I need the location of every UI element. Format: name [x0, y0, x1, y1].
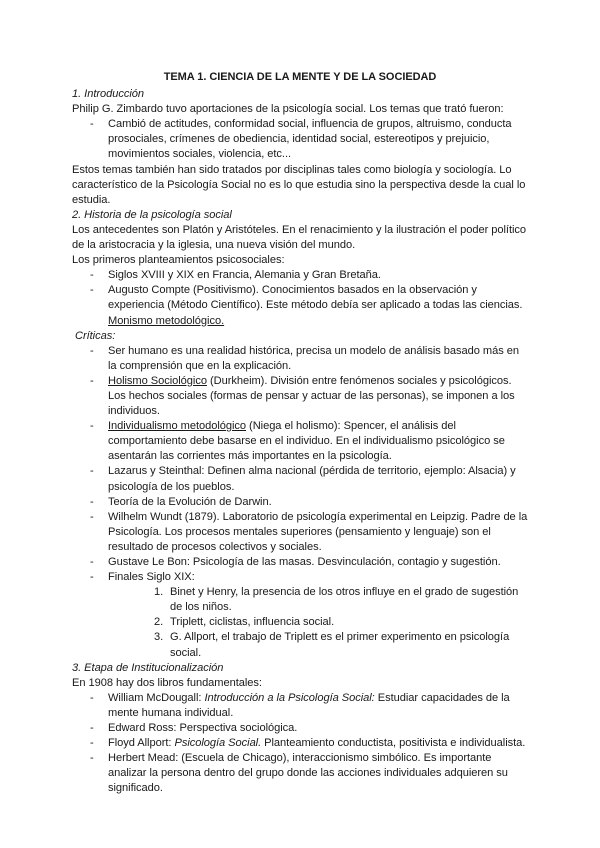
numbered-item — [108, 630, 528, 660]
item-number: 2. — [154, 616, 164, 629]
paragraph: Los antecedentes son Platón y Aristóteles. En el renacimiento y la ilustración el poder político de la aristocracia y la iglesia, una nueva visión del mundo. — [72, 223, 527, 252]
numbered-item — [108, 585, 528, 615]
numbered-item — [108, 615, 528, 630]
list-item: - Wilhelm Wundt (1879). Laboratorio de psicología experimental en Leipzig. Padre de la Psicología. Los procesos mentales superiores (pensamiento y lenguaje) son el resultado de procesos colectivos y sociales. — [72, 510, 528, 555]
list-item: - Gustave Le Bon: Psicología de las masas. Desvinculación, contagio y sugestión. — [72, 555, 528, 570]
numbered-item-text: Triplett, ciclistas, influencia social. — [170, 616, 335, 629]
list-item-text: (Niega el holismo): Spencer, el análisis del comportamiento debe basarse en el individuo. En el individualismo psicológico se asentarán las corrientes más importantes en la psicología. — [108, 420, 505, 463]
list-item-text: Floyd Allport: — [108, 737, 175, 750]
list-item: - Siglos XVIII y XIX en Francia, Alemania y Gran Bretaña. — [72, 268, 528, 283]
numbered-item-text: Binet y Henry, la presencia de los otros influye en el grado de sugestión de los niños. — [170, 586, 519, 614]
paragraph: Philip G. Zimbardo tuvo aportaciones de la psicología social. Los temas que trató fueron: — [72, 103, 504, 116]
list-item — [72, 419, 528, 464]
item-number: 1. — [154, 586, 164, 599]
bullet-list — [72, 268, 528, 328]
underlined-term: Holismo Sociológico — [108, 374, 207, 387]
paragraph: Los primeros planteamientos psicosociales: — [72, 254, 285, 267]
list-item-text: William McDougall: — [108, 691, 205, 704]
list-item — [72, 736, 528, 751]
bullet-list — [72, 117, 528, 162]
underlined-term: Individualismo metodológico — [108, 420, 247, 433]
book-title: Psicología Social. — [174, 737, 262, 750]
list-item-text: Planteamiento conductista, positivista e individualista. — [261, 737, 526, 750]
list-item: - Edward Ross: Perspectiva sociológica. — [72, 721, 528, 736]
book-title: Introducción a la Psicología Social: — [204, 691, 375, 704]
numbered-list — [108, 585, 528, 660]
list-item-text: Augusto Compte (Positivismo). Conocimientos basados en la observación y experiencia (Método Científico). Este método debía ser aplicado a todas las ciencias. — [108, 284, 523, 312]
list-item: - Ser humano es una realidad histórica, precisa un modelo de análisis basado más en la comprensión que en la explicación. — [72, 344, 528, 374]
numbered-item-text: G. Allport, el trabajo de Triplett es el primer experimento en psicología social. — [170, 631, 510, 659]
document-title: TEMA 1. CIENCIA DE LA MENTE Y DE LA SOCIEDAD — [163, 71, 437, 83]
list-item-text: Estudiar capacidades de la mente humana individual. — [108, 691, 510, 719]
criticas-label: Críticas: — [75, 329, 116, 342]
list-item — [72, 374, 528, 419]
section-heading-institucionalizacion: 3. Etapa de Institucionalización — [72, 661, 224, 674]
bullet-list — [72, 691, 528, 797]
list-item: - Herbert Mead: (Escuela de Chicago), interaccionismo simbólico. Es importante analizar la persona dentro del grupo donde las acciones individuales adquieren su significado. — [72, 751, 528, 796]
list-item — [72, 691, 528, 721]
underlined-term: Monismo metodológico. — [108, 314, 225, 327]
paragraph: Estos temas también han sido tratados por disciplinas tales como biología y sociología. Lo característico de la Psicología Social no es lo que estudia sino la perspectiva desde la cual lo estudia. — [72, 163, 526, 206]
document-page — [72, 70, 528, 797]
list-item — [72, 283, 528, 328]
bullet-list — [72, 344, 528, 661]
list-item: - Cambió de actitudes, conformidad social, influencia de grupos, altruismo, conducta prosociales, crímenes de obediencia, identidad social, estereotipos y prejuicio, movimientos sociales, violencia, etc... — [72, 117, 528, 162]
list-item: - Lazarus y Steinthal: Definen alma nacional (pérdida de territorio, ejemplo: Alsacia) y psicología de los pueblos. — [72, 464, 528, 494]
item-number: 3. — [154, 631, 164, 644]
list-item-text: Finales Siglo XIX: — [108, 571, 195, 584]
list-item: - Teoría de la Evolución de Darwin. — [72, 495, 528, 510]
list-item — [72, 570, 528, 661]
paragraph: En 1908 hay dos libros fundamentales: — [72, 676, 262, 689]
section-heading-introduccion: 1. Introducción — [72, 88, 145, 101]
list-item-text: (Durkheim). División entre fenómenos sociales y psicológicos. Los hechos sociales (formas de pensar y actuar de las personas), se imponen a los individuos. — [108, 374, 515, 418]
section-heading-historia: 2. Historia de la psicología social — [72, 208, 232, 221]
